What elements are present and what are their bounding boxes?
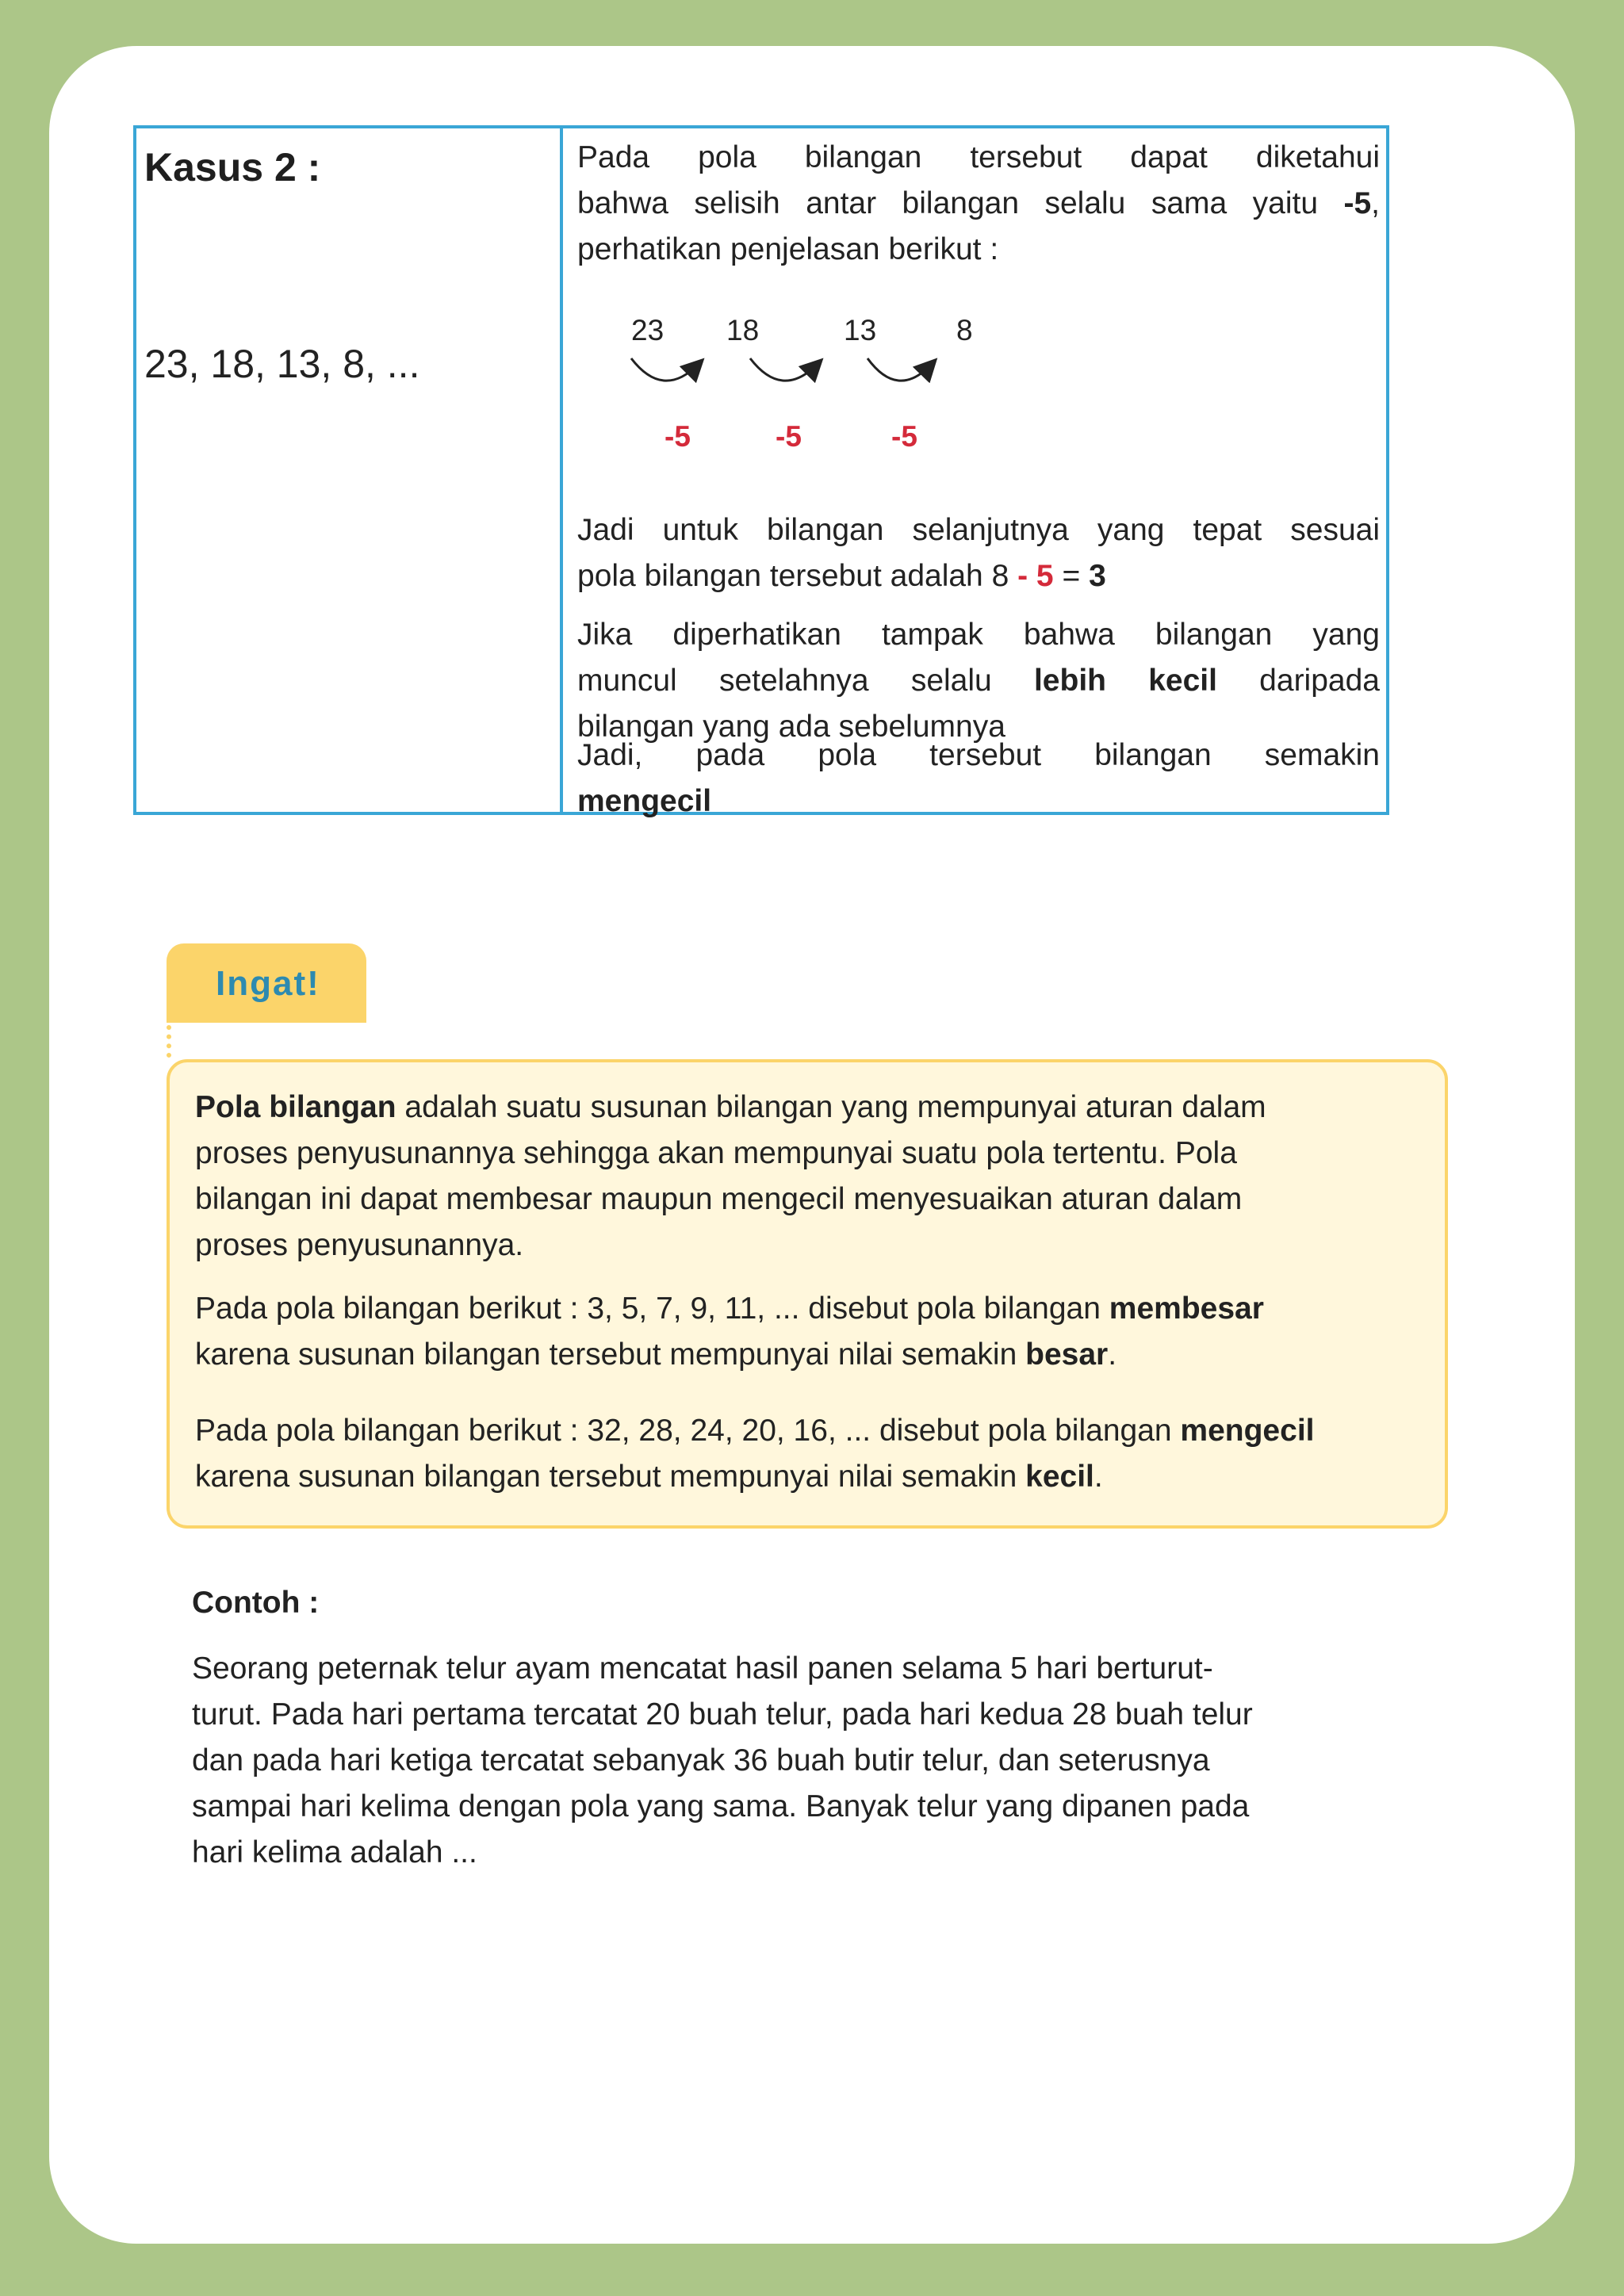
- contoh-body: Seorang peternak telur ayam mencatat hasil panen selama 5 hari berturut- turut. Pada hari pertama tercatat 20 buah telur, pada hari kedua 28 buah telur dan pada hari ketiga tercatat sebanyak 36 buah butir telur, dan seterusnya sampai hari kelima dengan pola yang sama. Banyak telur yang dipanen pada hari kelima adalah ...: [192, 1651, 1253, 1869]
- obs-line-2: muncul setelahnya selalu lebih kecil daripada: [577, 664, 1380, 698]
- ingat-paragraph-3: Pada pola bilangan berikut : 32, 28, 24, 20, 16, ... disebut pola bilangan mengecil karena susunan bilangan tersebut mempunyai nilai semakin kecil.: [195, 1414, 1315, 1494]
- diagram-number: 23: [631, 314, 665, 346]
- ingat-paragraph-2: Pada pola bilangan berikut : 3, 5, 7, 9, 11, ... disebut pola bilangan membesar karena susunan bilangan tersebut mempunyai nilai semakin besar.: [195, 1292, 1264, 1372]
- concl-line-1: Jadi, pada pola tersebut bilangan semakin: [577, 738, 1380, 772]
- intro-line-2: bahwa selisih antar bilangan selalu sama yaitu -5,: [577, 186, 1380, 220]
- case-conclusion: [577, 733, 1380, 825]
- intro-difference: -5: [1343, 186, 1372, 220]
- intro-line-1: Pada pola bilangan tersebut dapat diketahui: [577, 140, 1380, 174]
- case-sequence: 23, 18, 13, 8, ...: [144, 342, 420, 386]
- next-minus: - 5: [1017, 559, 1054, 593]
- diagram-step: -5: [665, 420, 691, 453]
- intro-line-3: perhatikan penjelasan berikut :: [577, 232, 999, 266]
- ingat-label: Ingat!: [216, 964, 320, 1003]
- next-line-2: pola bilangan tersebut adalah 8 - 5 = 3: [577, 559, 1106, 593]
- case-intro: [577, 135, 1380, 273]
- ingat-paragraph-1: Pola bilangan adalah suatu susunan bilangan yang mempunyai aturan dalam proses penyusunannya sehingga akan mempunyai suatu pola tertentu. Pola bilangan ini dapat membesar maupun mengecil menyesuaikan aturan dalam proses penyusunannya.: [195, 1090, 1266, 1262]
- diagram-number: 8: [956, 314, 973, 346]
- diagram-number: 18: [726, 314, 760, 346]
- diagram-step: -5: [776, 420, 802, 453]
- diagram-number: 13: [844, 314, 877, 346]
- next-line-1: Jadi untuk bilangan selanjutnya yang tepat sesuai: [577, 513, 1380, 547]
- next-result: 3: [1089, 559, 1106, 593]
- arc-arrow-1: [631, 358, 698, 381]
- diagram-step: -5: [891, 420, 917, 453]
- arc-arrow-3: [868, 358, 931, 381]
- obs-line-3: bilangan yang ada sebelumnya: [577, 710, 1005, 744]
- table-divider: [560, 128, 563, 812]
- case-next: [577, 507, 1380, 599]
- difference-diagram: [577, 314, 974, 455]
- dotted-marker: [167, 997, 178, 1058]
- case-observation: [577, 612, 1380, 750]
- case-table: [133, 125, 1389, 818]
- case-title: Kasus 2 :: [144, 145, 321, 189]
- ingat-tab: [167, 943, 366, 1023]
- contoh-title: Contoh :: [192, 1586, 320, 1620]
- obs-line-1: Jika diperhatikan tampak bahwa bilangan yang: [577, 618, 1380, 652]
- arc-arrow-2: [750, 358, 817, 381]
- concl-line-2: mengecil: [577, 784, 712, 818]
- ingat-box: [167, 1059, 1448, 1529]
